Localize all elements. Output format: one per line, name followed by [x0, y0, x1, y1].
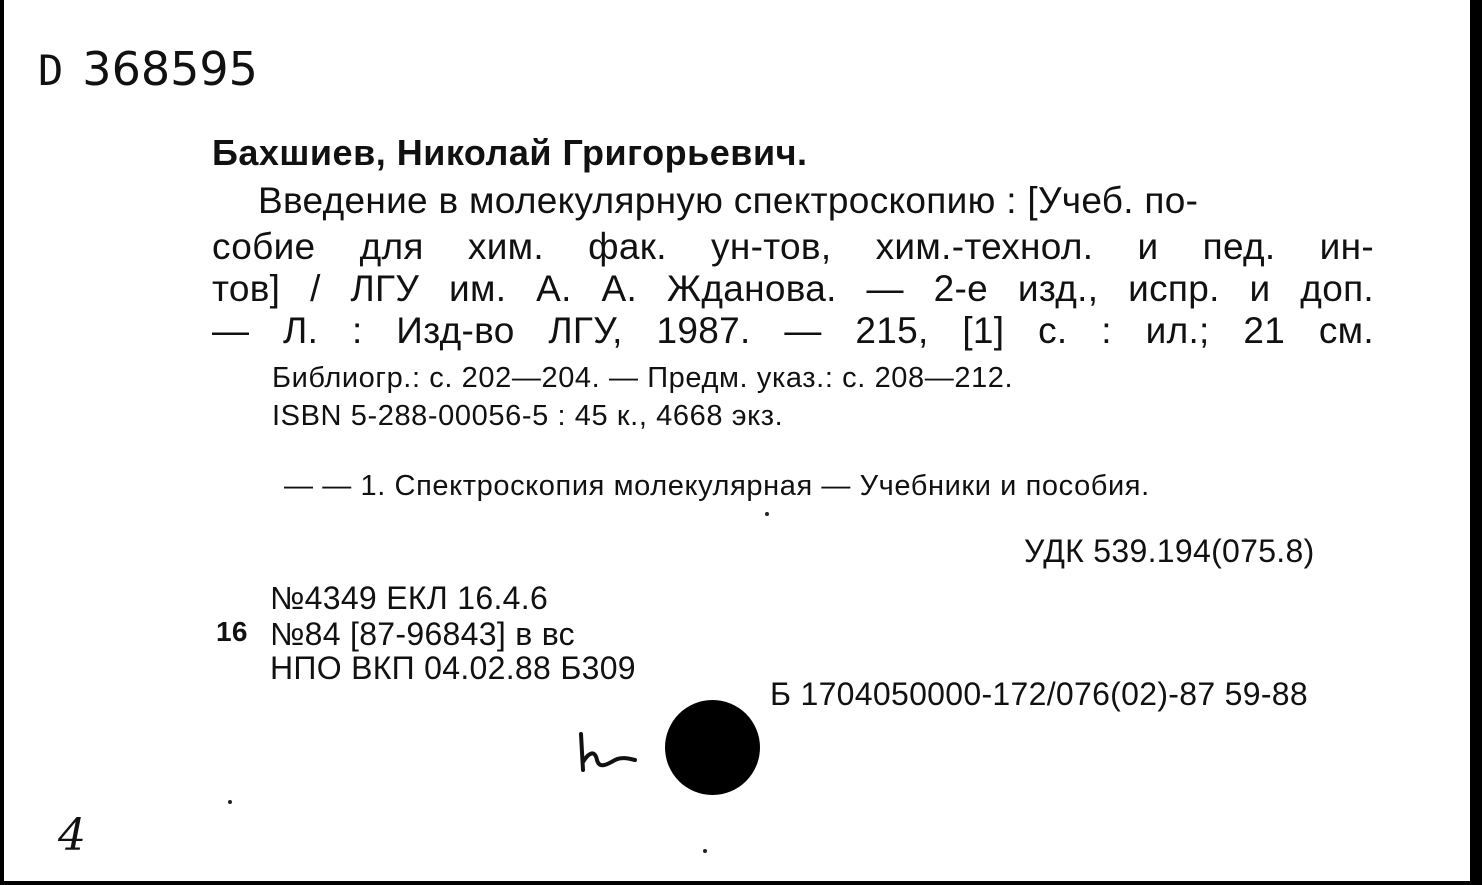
order-line-1: №4349 ЕКЛ 16.4.6 [270, 580, 549, 616]
speck [703, 849, 707, 853]
description-line-1: Введение в молекулярную спектроскопию : [Учеб. по- [258, 180, 1199, 221]
description-line-3: тов] / ЛГУ им. А. А. Жданова. — 2-е изд., испр. и доп. [212, 268, 1374, 309]
punch-hole-dot [665, 700, 760, 795]
bibliography-note: Библиогр.: с. 202—204. — Предм. указ.: с. 208—212. [272, 362, 1014, 394]
classification-code: Б 1704050000-172/076(02)-87 59-88 [770, 676, 1308, 712]
corner-mark: 4 [58, 810, 86, 861]
shelf-mark-prefix: D [38, 46, 65, 95]
udk-code: УДК 539.194(075.8) [1024, 533, 1315, 569]
shelf-mark-number: 368595 [82, 42, 258, 96]
description-line-4: — Л. : Изд-во ЛГУ, 1987. — 215, [1] с. : ил.; 21 см. [212, 310, 1374, 351]
shelf-mark [38, 42, 258, 96]
author-heading: Бахшиев, Николай Григорьевич. [212, 132, 808, 173]
order-line-2: №84 [87-96843] в вс [270, 616, 575, 652]
card-left-edge [0, 0, 4, 885]
isbn-line: ISBN 5-288-00056-5 : 45 к., 4668 экз. [272, 400, 784, 432]
speck [765, 512, 769, 516]
speck [228, 800, 232, 804]
order-line-3: НПО ВКП 04.02.88 Б309 [270, 650, 636, 686]
margin-number: 16 [216, 616, 248, 647]
description-line-2: собие для хим. фак. ун-тов, хим.-технол. и пед. ин- [212, 226, 1374, 267]
handwritten-mark [575, 730, 645, 780]
subject-heading: — — 1. Спектроскопия молекулярная — Учебники и пособия. [284, 470, 1150, 502]
